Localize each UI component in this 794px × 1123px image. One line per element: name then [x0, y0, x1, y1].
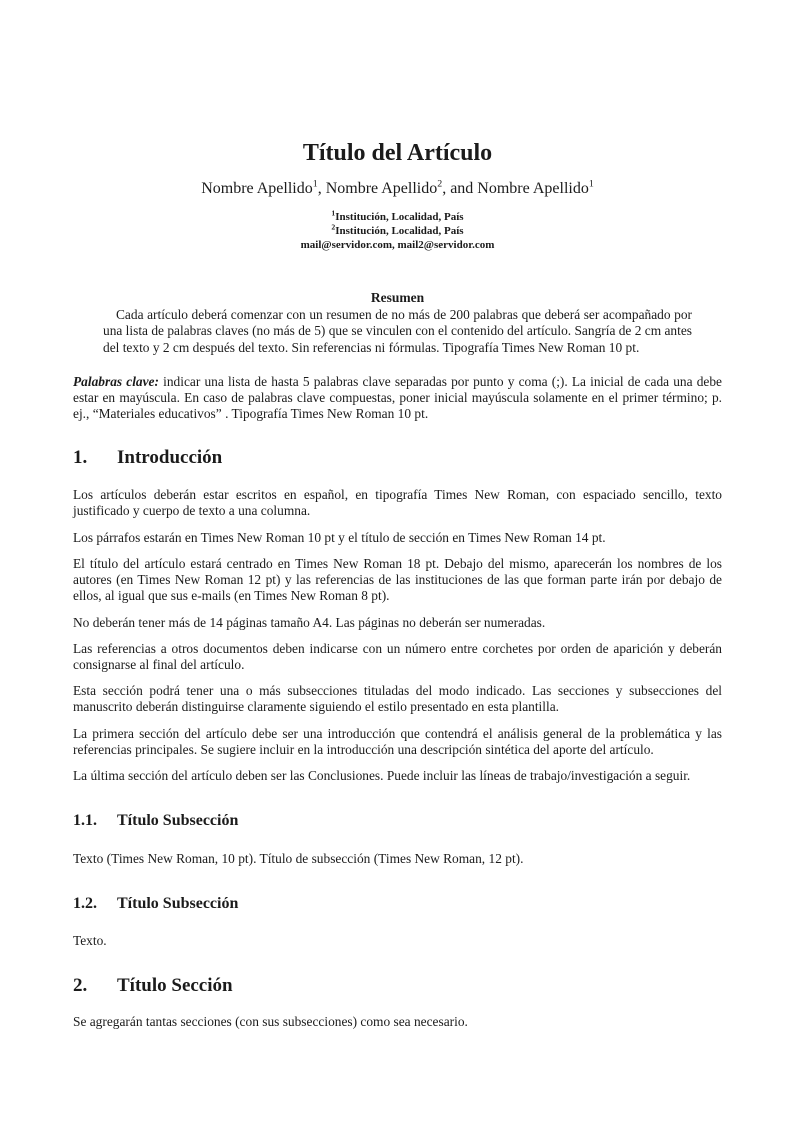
paragraph: La primera sección del artículo debe ser una introducción que contendrá el análisis general de la problemática y las referencias principales. Se sugiere incluir en la introducción una descripción sintética del aporte del artículo.	[73, 725, 722, 757]
section-heading-introduccion	[73, 447, 722, 469]
author-emails: mail@servidor.com, mail2@servidor.com	[300, 238, 495, 251]
paragraph: No deberán tener más de 14 páginas tamaño A4. Las páginas no deberán ser numeradas.	[73, 614, 546, 630]
paragraph: El título del artículo estará centrado en Times New Roman 18 pt. Debajo del mismo, aparecerán los nombres de los autores (en Times New Roman 12 pt) y las referencias de las instituciones de las que forman parte irán por debajo de ellos, al igual que sus e-mails (en Times New Roman 8 pt).	[73, 555, 722, 604]
affiliation-mark: 2	[331, 222, 336, 232]
paragraph: La última sección del artículo deben ser las Conclusiones. Puede incluir las líneas de trabajo/investigación a seguir.	[73, 768, 691, 784]
author-name: Nombre Apellido	[477, 179, 589, 197]
paragraph: Los artículos deberán estar escritos en español, en tipografía Times New Roman, con espaciado sencillo, texto justificado y cuerpo de texto a una columna.	[73, 487, 722, 519]
keywords-text: indicar una lista de hasta 5 palabras clave separadas por punto y coma (;). La inicial de cada una debe estar en mayúscula. En caso de palabras clave compuestas, poner inicial mayúscula solamente en el primer término; p. ej., “Materiales educativos” . Tipografía Times New Roman 10 pt.	[73, 373, 722, 422]
author-affiliation-mark: 1	[588, 178, 594, 190]
author-name: Nombre Apellido	[325, 179, 438, 197]
paragraph: Las referencias a otros documentos deben indicarse con un número entre corchetes por orden de aparición y deberán consignarse al final del artículo.	[73, 640, 722, 672]
affiliation-text: Institución, Localidad, País	[335, 210, 464, 223]
keywords-paragraph	[73, 374, 722, 423]
affiliation-line	[73, 222, 722, 239]
section-title: Introducción	[117, 447, 223, 469]
paragraph: Los párrafos estarán en Times New Roman 10 pt y el título de sección en Times New Roman 14 pt.	[73, 529, 606, 545]
affiliations-block	[73, 208, 722, 253]
section-number: 2.	[73, 974, 88, 996]
author-affiliation-mark: 1	[312, 178, 318, 190]
subsection-heading-1-2	[73, 895, 722, 913]
section-heading-titulo-seccion	[73, 975, 722, 997]
affiliation-text: Institución, Localidad, País	[335, 224, 464, 237]
author-separator: , and	[442, 179, 478, 197]
article-title: Título del Artículo	[302, 140, 493, 166]
author-separator: ,	[317, 179, 326, 197]
subsection-title: Título Subsección	[117, 894, 239, 912]
author-line	[73, 179, 722, 198]
author-name: Nombre Apellido	[201, 179, 313, 197]
affiliation-line	[73, 208, 722, 225]
paragraph: Texto.	[73, 933, 107, 949]
abstract-text: Cada artículo deberá comenzar con un resumen de no más de 200 palabras que deberá ser acompañado por una lista de palabras claves (no más de 5) que se vinculen con el contenido del artículo. Sangría de 2 cm antes del texto y 2 cm después del texto. Sin referencias ni fórmulas. Tipografía Times New Roman 10 pt.	[103, 307, 692, 355]
paragraph: Esta sección podrá tener una o más subsecciones tituladas del modo indicado. Las secciones y subsecciones del manuscrito deberán distinguirse claramente siguiendo el estilo presentado en esta plantilla.	[73, 683, 722, 715]
section-title: Título Sección	[117, 974, 233, 996]
abstract-heading: Resumen	[370, 289, 425, 305]
subsection-heading-1-1	[73, 812, 722, 830]
paragraph: Se agregarán tantas secciones (con sus subsecciones) como sea necesario.	[73, 1014, 468, 1030]
subsection-title: Título Subsección	[117, 812, 239, 830]
keywords-label: Palabras clave:	[73, 373, 159, 389]
section-number: 1.	[73, 447, 88, 469]
paragraph: Texto (Times New Roman, 10 pt). Título de subsección (Times New Roman, 12 pt).	[73, 850, 524, 866]
subsection-number: 1.2.	[73, 894, 97, 912]
affiliation-mark: 1	[331, 208, 336, 218]
author-affiliation-mark: 2	[437, 178, 443, 190]
abstract-block	[103, 290, 692, 356]
subsection-number: 1.1.	[73, 812, 97, 830]
